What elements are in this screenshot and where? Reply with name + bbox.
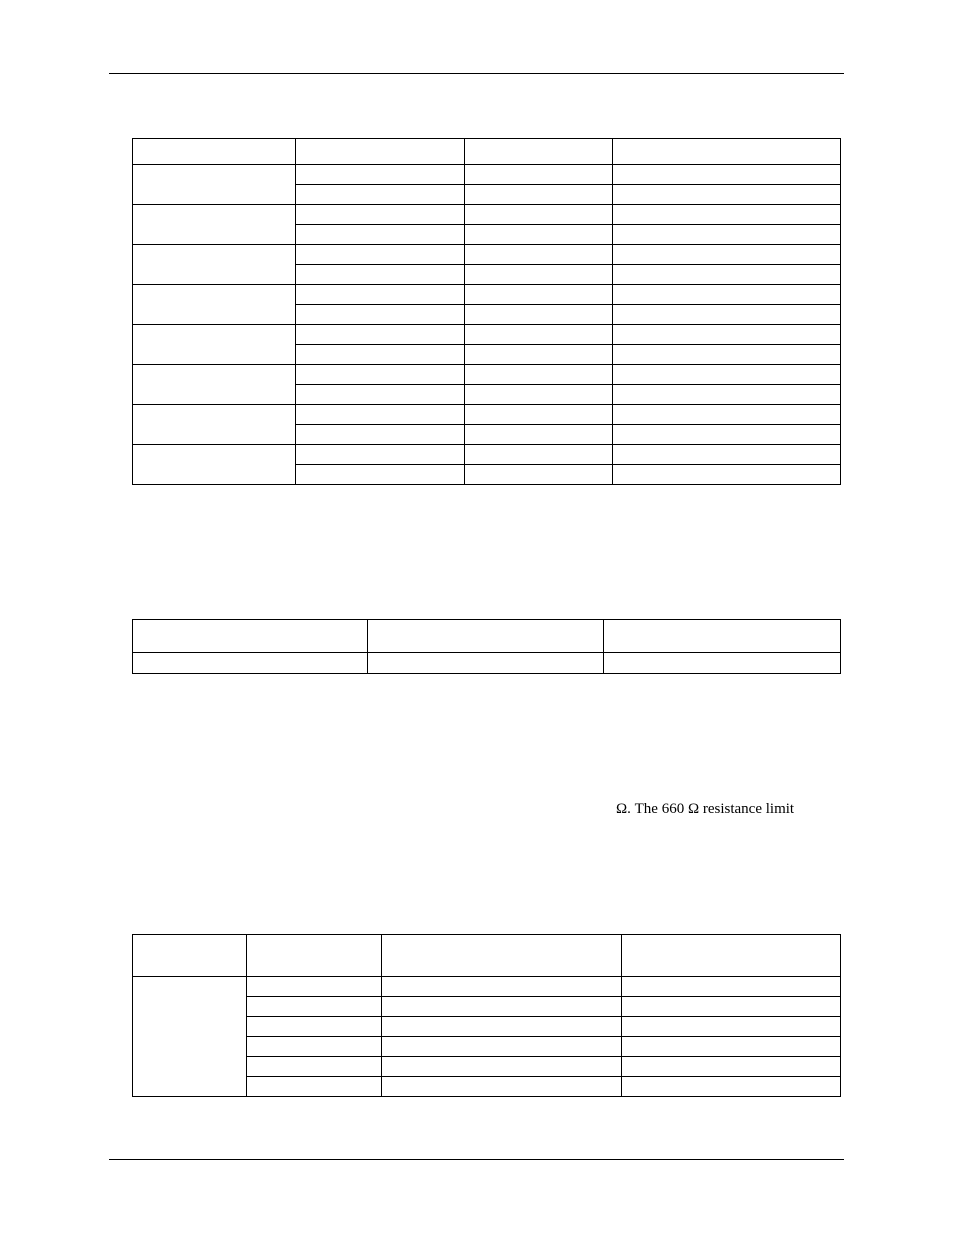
table-row [133, 365, 841, 385]
table-row [133, 977, 841, 997]
table-row [133, 405, 841, 425]
table-2 [132, 619, 841, 674]
table-1 [132, 138, 841, 485]
table-row [133, 325, 841, 345]
table-row [133, 139, 841, 165]
table-row [133, 245, 841, 265]
table-row [133, 285, 841, 305]
table-row [133, 653, 841, 674]
table-row [133, 935, 841, 977]
header-rule [109, 73, 844, 74]
table-row [133, 620, 841, 653]
body-text-fragment: Ω. The 660 Ω resistance limit [616, 801, 795, 817]
table-row [133, 165, 841, 185]
table-row [133, 445, 841, 465]
table-row [133, 205, 841, 225]
table-3 [132, 934, 841, 1097]
footer-rule [109, 1159, 844, 1160]
